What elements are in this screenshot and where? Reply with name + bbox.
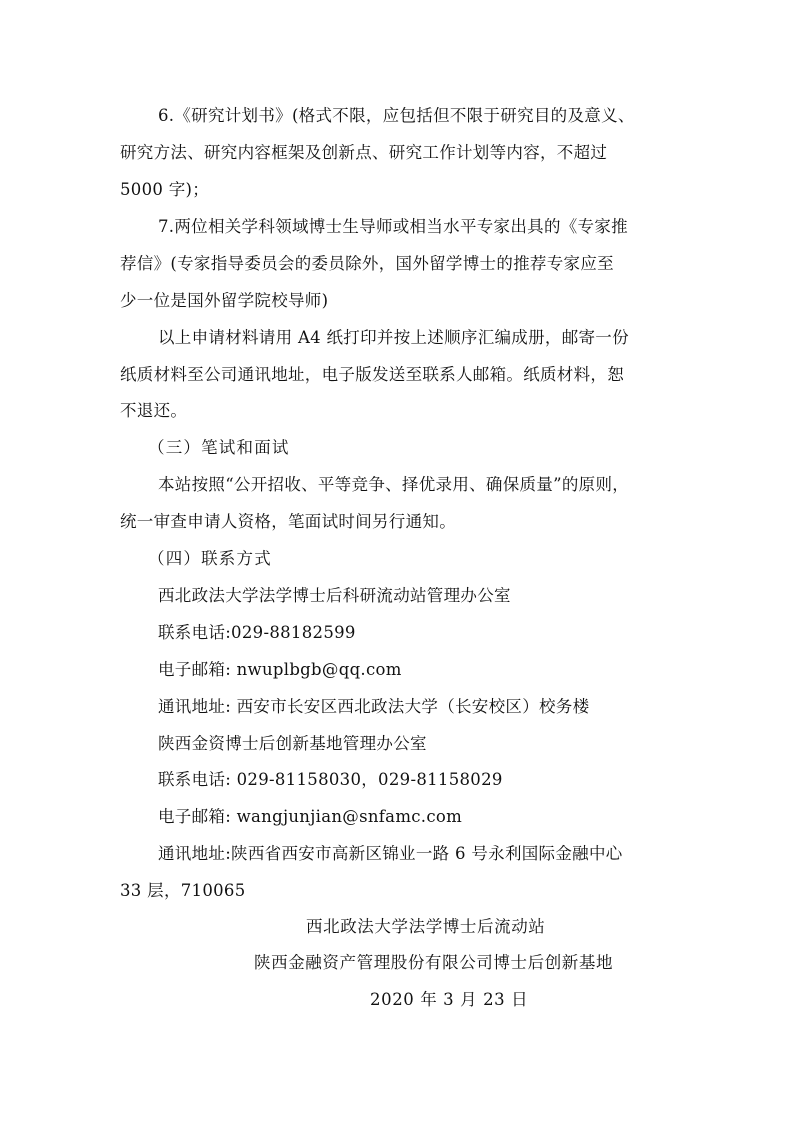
contact1-org: 西北政法大学法学博士后科研流动站管理办公室 <box>158 586 511 605</box>
section3-heading: （三）笔试和面试 <box>148 438 290 457</box>
materials-note-line1: 以上申请材料请用 A4 纸打印并按上述顺序汇编成册，邮寄一份 <box>158 328 629 347</box>
item6-line1: 6.《研究计划书》(格式不限，应包括但不限于研究目的及意义、 <box>158 106 635 125</box>
item7-line3: 少一位是国外留学院校导师) <box>120 291 329 310</box>
signature-date: 2020 年 3 月 23 日 <box>370 990 529 1009</box>
section4-heading: （四）联系方式 <box>148 549 272 568</box>
contact2-phone: 联系电话: 029-81158030，029-81158029 <box>158 770 503 789</box>
contact1-email: 电子邮箱: nwuplbgb@qq.com <box>158 660 402 679</box>
contact2-address-line1: 通讯地址:陕西省西安市高新区锦业一路 6 号永利国际金融中心 <box>158 844 623 863</box>
contact2-org: 陕西金资博士后创新基地管理办公室 <box>158 734 427 753</box>
item7-line1: 7.两位相关学科领域博士生导师或相当水平专家出具的《专家推 <box>158 217 628 236</box>
contact1-address: 通讯地址: 西安市长安区西北政法大学（长安校区）校务楼 <box>158 697 590 716</box>
item7-line2: 荐信》(专家指导委员会的委员除外，国外留学博士的推荐专家应至 <box>120 254 614 273</box>
materials-note-line2: 纸质材料至公司通讯地址，电子版发送至联系人邮箱。纸质材料，恕 <box>120 365 624 384</box>
signature-org2: 陕西金融资产管理股份有限公司博士后创新基地 <box>254 953 614 972</box>
section3-line1: 本站按照“公开招收、平等竞争、择优录用、确保质量”的原则， <box>158 475 630 494</box>
contact2-address-line2: 33 层，710065 <box>120 881 246 900</box>
item6-line2: 研究方法、研究内容框架及创新点、研究工作计划等内容，不超过 <box>120 143 608 162</box>
contact2-email: 电子邮箱: wangjunjian@snfamc.com <box>158 807 463 826</box>
materials-note-line3: 不退还。 <box>120 401 188 420</box>
item6-line3: 5000 字)； <box>120 180 210 199</box>
section3-line2: 统一审查申请人资格，笔面试时间另行通知。 <box>120 512 456 531</box>
contact1-phone: 联系电话:029-88182599 <box>158 623 356 642</box>
signature-org1: 西北政法大学法学博士后流动站 <box>306 917 546 936</box>
